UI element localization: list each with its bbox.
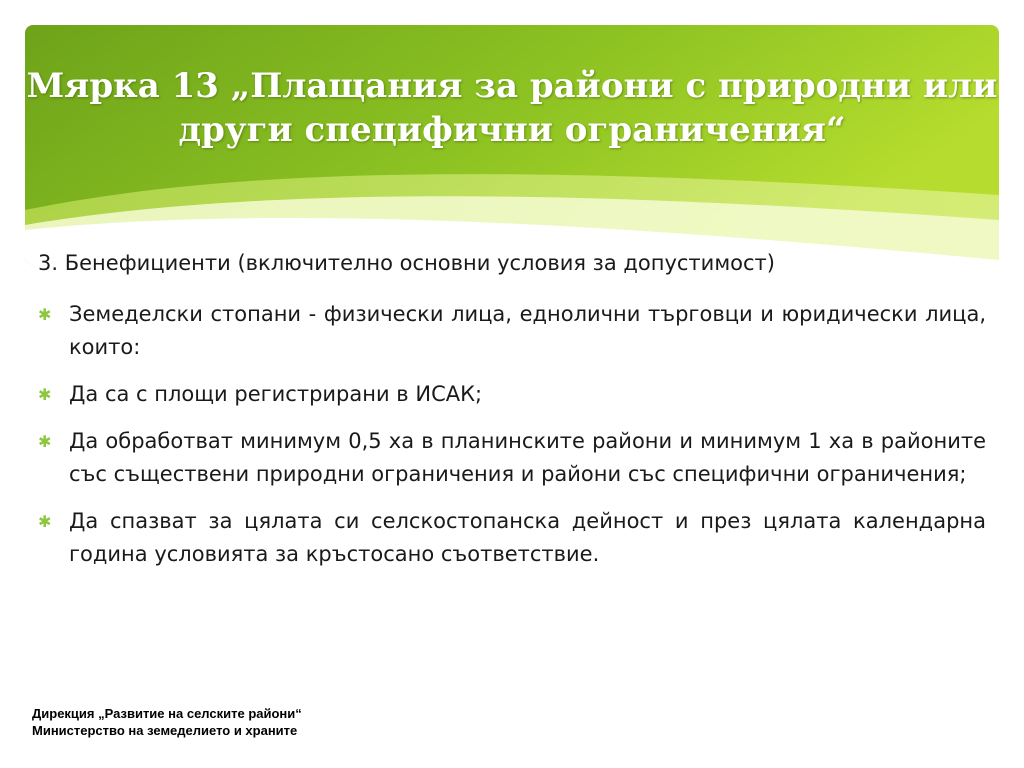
bullet-text: Да са с площи регистрирани в ИСАК; [69,382,483,406]
footer-directorate: Дирекция „Развитие на селските райони“ [32,706,302,721]
list-item [38,425,986,491]
asterisk-icon: ✱ [38,512,52,531]
asterisk-icon: ✱ [38,432,52,451]
section-heading: 3. Бенефициенти (включително основни условия за допустимост) [38,251,775,275]
footer-ministry: Министерство на земеделието и храните [32,723,298,738]
asterisk-icon: ✱ [38,305,52,324]
list-item [38,378,986,411]
footer [32,705,302,739]
slide-title [25,64,999,152]
bullet-text: Земеделски стопани - физически лица, еднолични търговци и юридически лица, които: [69,302,986,359]
title-line-1: Мярка 13 „Плащания за райони с природни или [26,66,998,106]
bullet-text: Да спазват за цялата си селскостопанска дейност и през цялата календарна година условията за кръстосано съответствие. [69,509,986,566]
list-item [38,505,986,571]
asterisk-icon: ✱ [38,385,52,404]
bullet-text: Да обработват минимум 0,5 ха в планинските райони и минимум 1 ха в районите със съществени природни ограничения и райони със специфични ограничения; [69,429,986,486]
bullet-list [38,298,986,585]
title-line-2: други специфични ограничения“ [178,110,846,150]
list-item [38,298,986,364]
